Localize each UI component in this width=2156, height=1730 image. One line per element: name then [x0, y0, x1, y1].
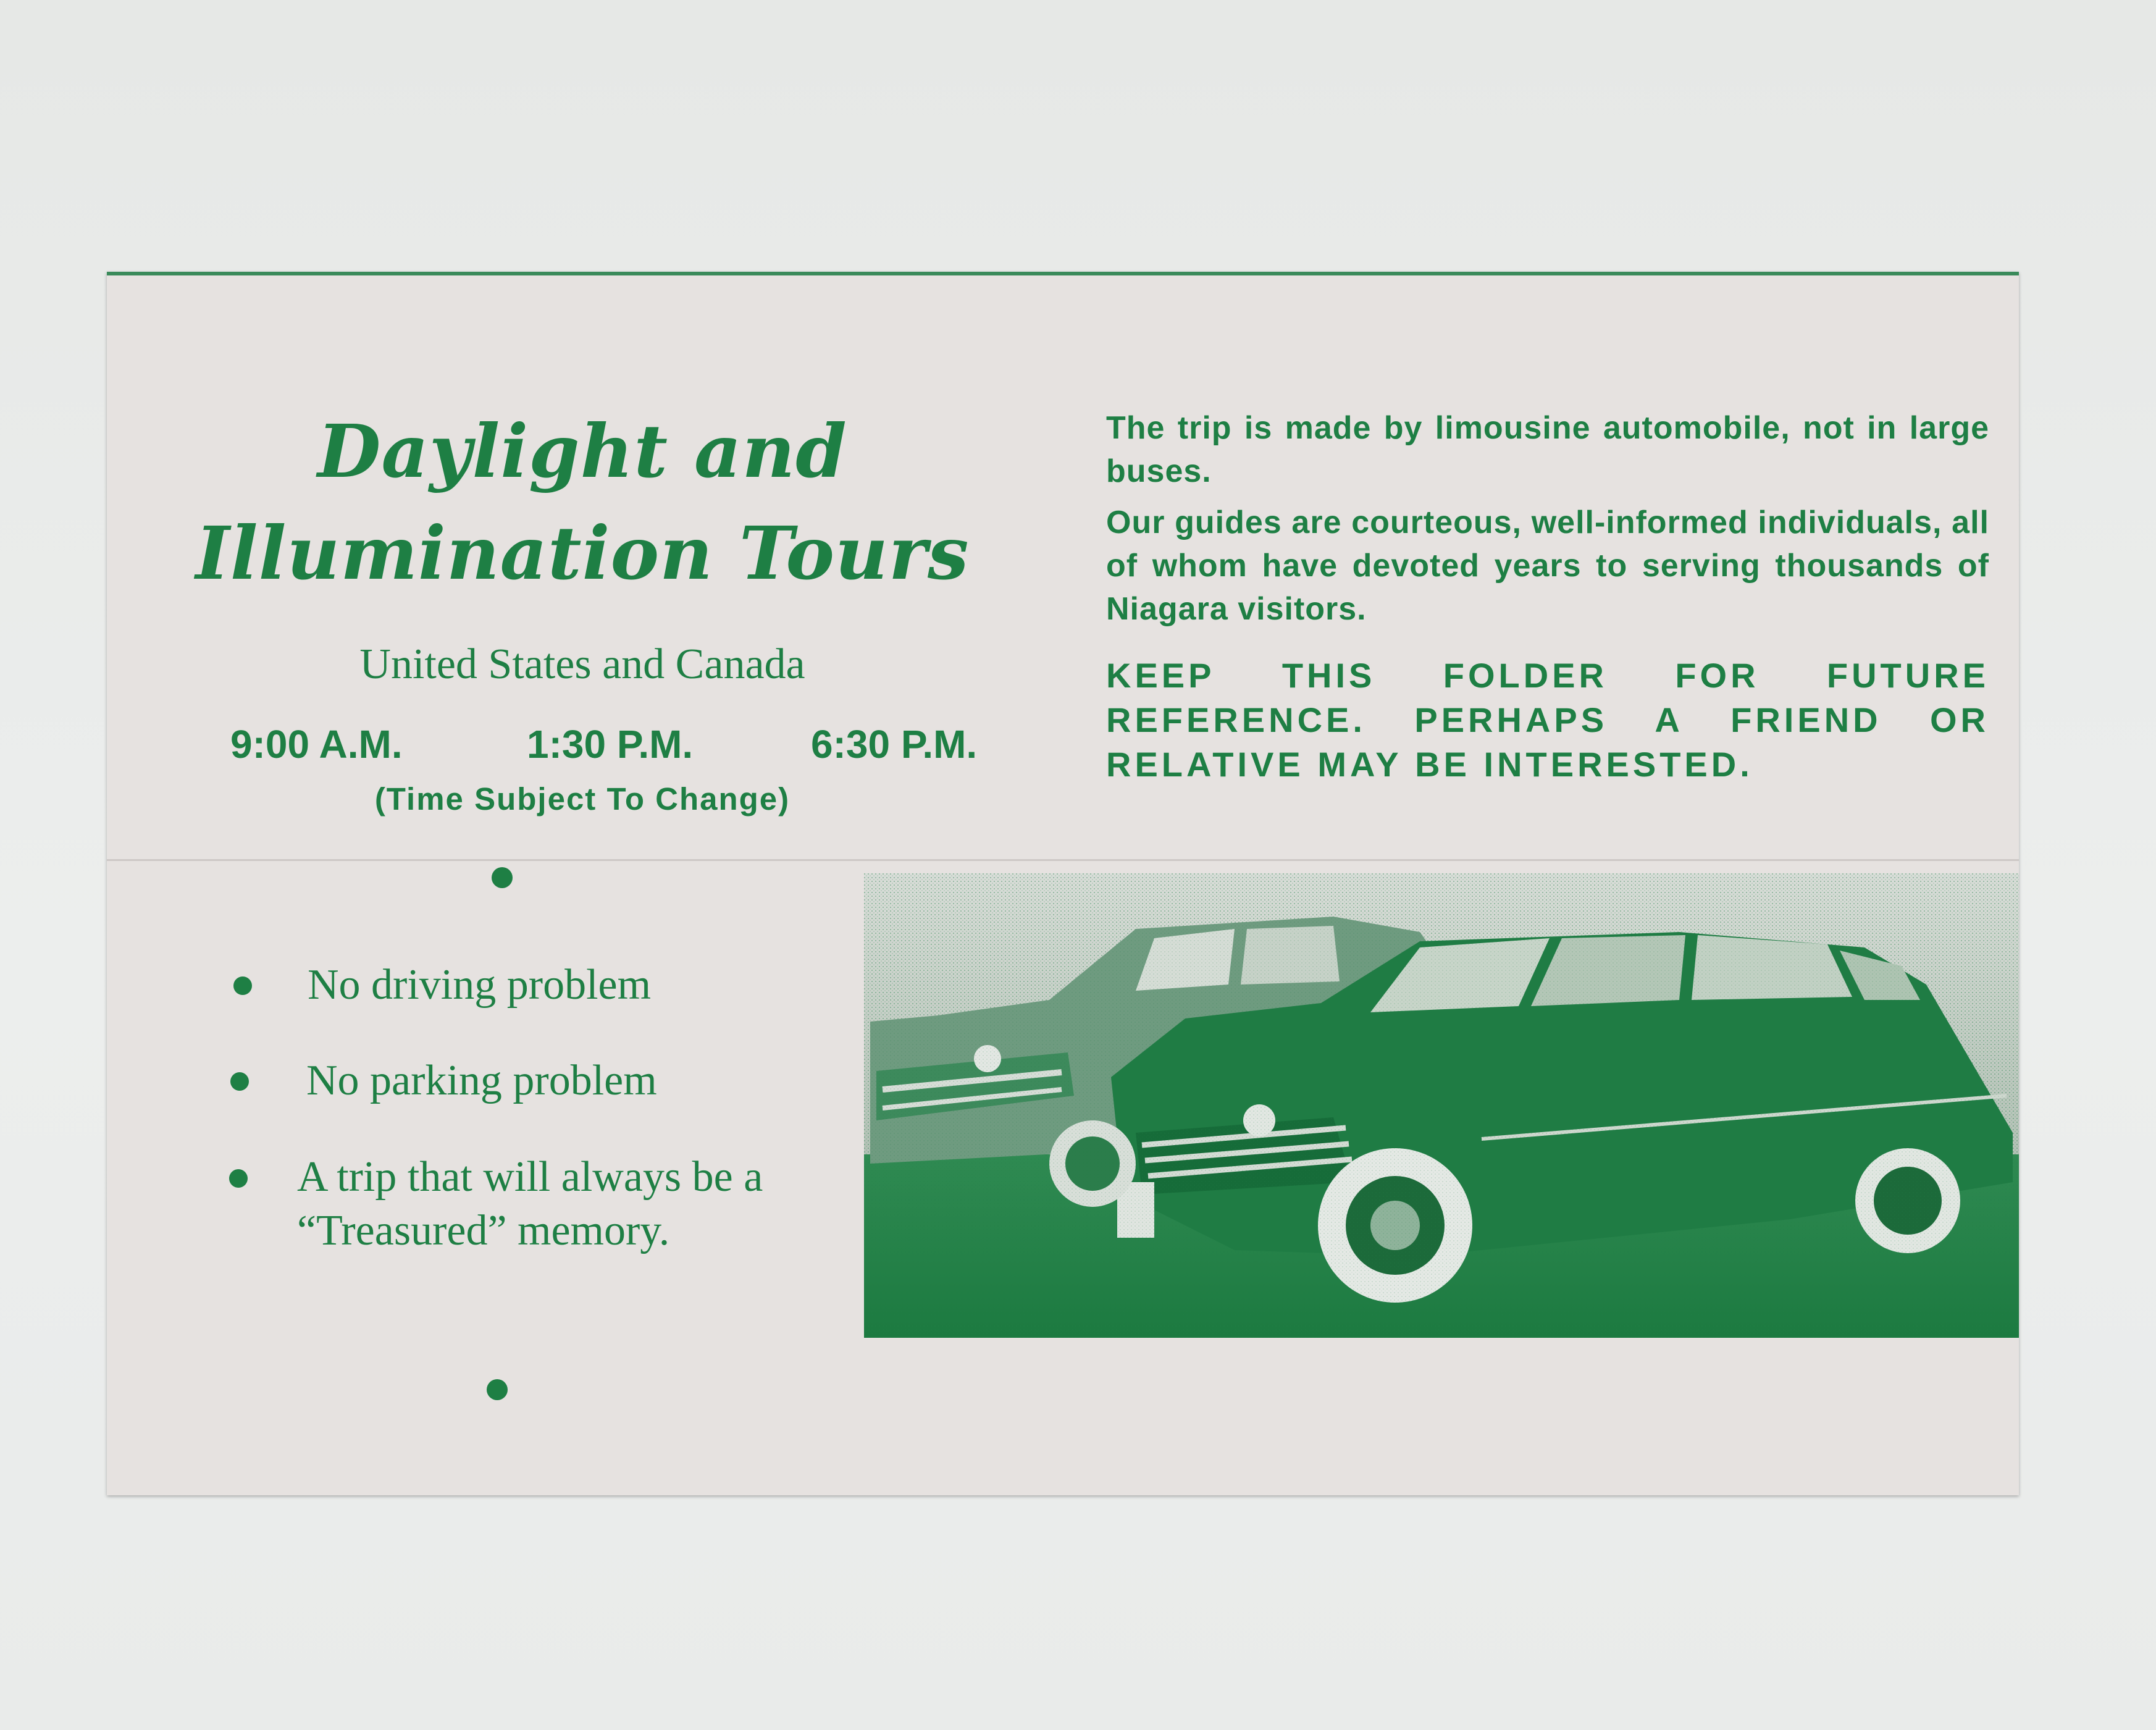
decorative-dot-top: [492, 867, 513, 888]
tour-folder-card: [107, 272, 2019, 1495]
bullet-no-parking: No parking problem: [306, 1057, 657, 1104]
title-line-1: Daylight and: [317, 408, 847, 494]
bullet-no-driving: No driving problem: [308, 961, 652, 1009]
time-note: (Time Subject To Change): [374, 781, 791, 817]
bullet-dot: [233, 976, 252, 995]
decorative-dot-bottom: [487, 1379, 508, 1400]
tour-time-evening: 6:30 P.M.: [811, 722, 978, 766]
title-line-2: Illumination Tours: [195, 510, 970, 596]
keep-folder-paragraph: KEEP THIS FOLDER FOR FUTURE REFERENCE. PERHAPS A FRIEND OR RELATIVE MAY BE INTERESTED.: [1106, 656, 1989, 784]
guides-paragraph: Our guides are courteous, well-informed individuals, all of whom have devoted years to serving thousands of Niagara visitors.: [1106, 505, 1989, 627]
subtitle: United States and Canada: [359, 640, 805, 688]
limousine-photo: [864, 873, 2019, 1338]
tour-time-morning: 9:00 A.M.: [230, 722, 403, 766]
bullet-treasured-memory: A trip that will always be a “Treasured” memory.: [297, 1153, 763, 1254]
fold-line: [107, 859, 2019, 861]
bullet-dot: [229, 1169, 248, 1188]
car-illustration: [864, 873, 2019, 1338]
bullet-dot: [230, 1072, 249, 1091]
limousine-paragraph: The trip is made by limousine automobile, not in large buses.: [1106, 410, 1989, 489]
tour-time-afternoon: 1:30 P.M.: [527, 722, 694, 766]
